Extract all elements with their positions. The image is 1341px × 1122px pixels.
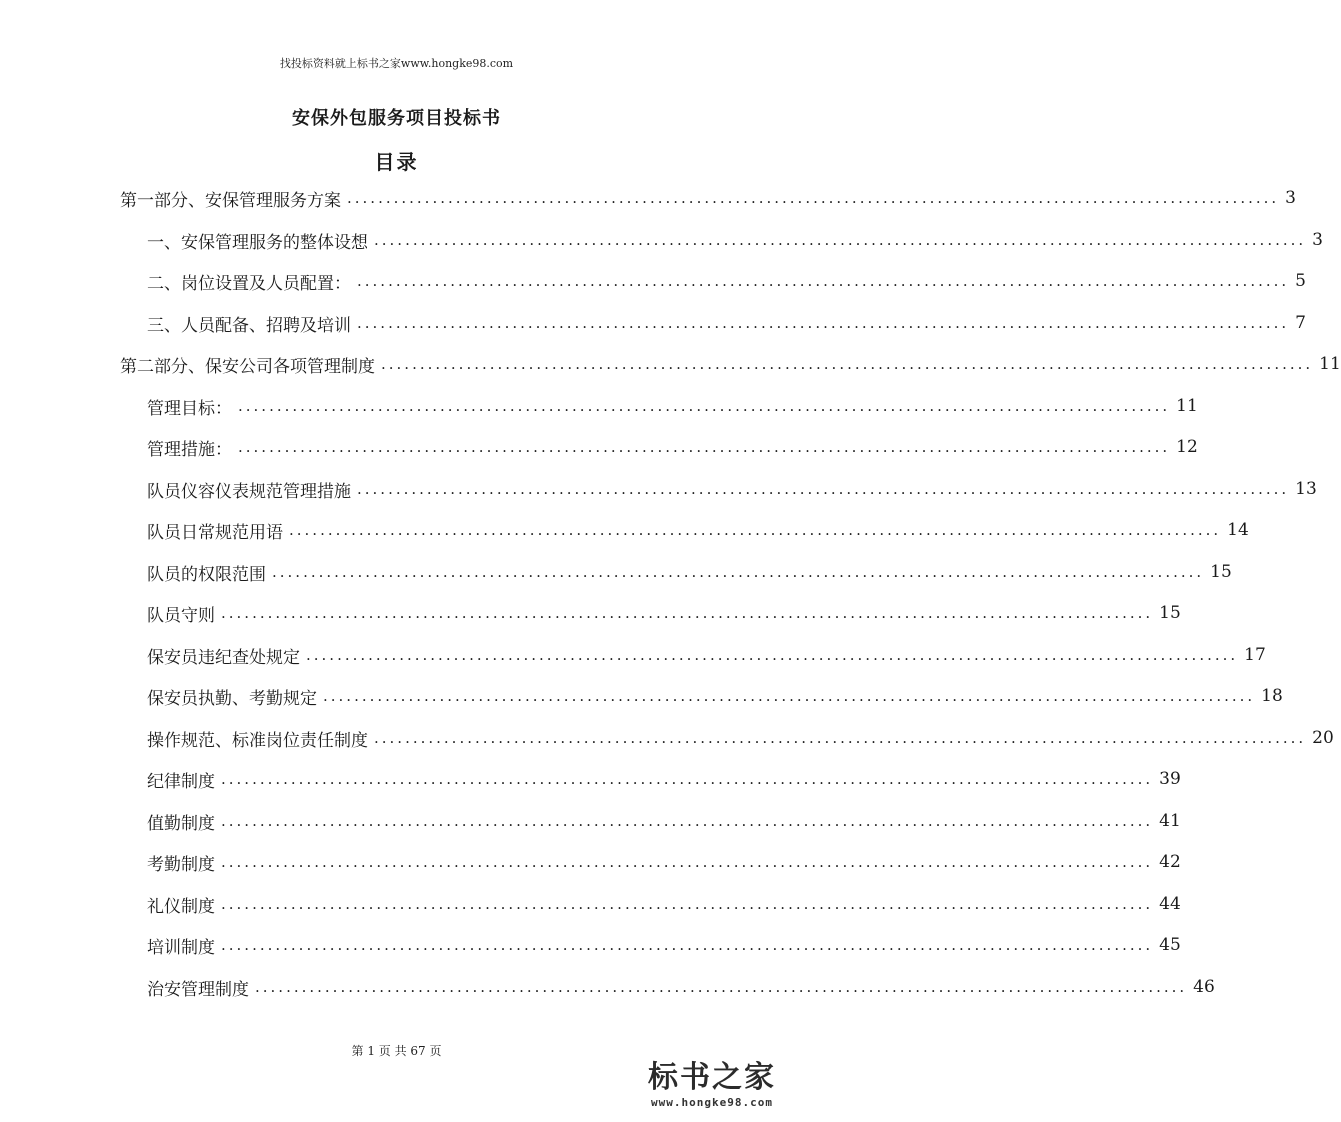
toc-entry-label: 值勤制度 — [147, 813, 215, 834]
toc-entry[interactable] — [147, 224, 1323, 256]
toc-entry-page: 14 — [1227, 520, 1249, 540]
toc-dot-leader: ........................................................................................................................ — [221, 604, 1154, 622]
toc-entry-label: 管理目标： — [147, 398, 232, 419]
toc-dot-leader: ........................................................................................................................ — [347, 189, 1280, 207]
toc-entry-label: 治安管理制度 — [147, 979, 249, 1000]
toc-entry-label: 一、安保管理服务的整体设想 — [147, 232, 368, 253]
toc-entry-page: 44 — [1159, 894, 1181, 914]
toc-entry-label: 培训制度 — [147, 937, 215, 958]
brand-logo: 标书之家 — [648, 1060, 776, 1095]
toc-entry-page: 41 — [1159, 811, 1181, 831]
toc-entry[interactable] — [147, 846, 1181, 878]
document-title: 安保外包服务项目投标书 — [292, 108, 501, 129]
toc-entry-label: 操作规范、标准岗位责任制度 — [147, 730, 368, 751]
toc-entry[interactable] — [147, 888, 1181, 920]
toc-entry-page: 15 — [1159, 603, 1181, 623]
toc-entry-label: 队员守则 — [147, 605, 215, 626]
toc-entry-label: 第一部分、安保管理服务方案 — [120, 190, 341, 211]
toc-dot-leader: ........................................................................................................................ — [357, 272, 1290, 290]
toc-entry-page: 13 — [1295, 479, 1317, 499]
toc-entry[interactable] — [147, 722, 1334, 754]
toc-entry-label: 队员的权限范围 — [147, 564, 266, 585]
toc-entry-label: 保安员执勤、考勤规定 — [147, 688, 317, 709]
toc-dot-leader: ........................................................................................................................ — [221, 770, 1154, 788]
toc-dot-leader: ........................................................................................................................ — [381, 355, 1314, 373]
toc-entry-label: 礼仪制度 — [147, 896, 215, 917]
toc-dot-leader: ........................................................................................................................ — [221, 895, 1154, 913]
toc-dot-leader: ........................................................................................................................ — [289, 521, 1222, 539]
toc-dot-leader: ........................................................................................................................ — [357, 314, 1290, 332]
toc-entry-page: 3 — [1312, 230, 1323, 250]
toc-entry-page: 7 — [1295, 313, 1306, 333]
toc-dot-leader: ........................................................................................................................ — [374, 729, 1307, 747]
toc-dot-leader: ........................................................................................................................ — [238, 438, 1171, 456]
toc-entry[interactable] — [147, 929, 1181, 961]
toc-entry[interactable] — [147, 265, 1306, 297]
toc-entry[interactable] — [147, 514, 1249, 546]
toc-entry-label: 队员日常规范用语 — [147, 522, 283, 543]
toc-dot-leader: ........................................................................................................................ — [255, 978, 1188, 996]
toc-entry-page: 12 — [1176, 437, 1198, 457]
toc-entry-page: 45 — [1159, 935, 1181, 955]
toc-dot-leader: ........................................................................................................................ — [357, 480, 1290, 498]
toc-entry-page: 5 — [1295, 271, 1306, 291]
toc-dot-leader: ........................................................................................................................ — [221, 936, 1154, 954]
toc-dot-leader: ........................................................................................................................ — [374, 231, 1307, 249]
toc-entry-page: 11 — [1319, 354, 1341, 374]
toc-entry-page: 15 — [1210, 562, 1232, 582]
toc-entry[interactable] — [147, 680, 1283, 712]
toc-dot-leader: ........................................................................................................................ — [221, 853, 1154, 871]
toc-entry[interactable] — [120, 182, 1296, 214]
toc-entry[interactable] — [147, 390, 1198, 422]
toc-entry-label: 二、岗位设置及人员配置： — [147, 273, 351, 294]
toc-entry-page: 20 — [1312, 728, 1334, 748]
toc-entry[interactable] — [120, 348, 1341, 380]
toc-entry[interactable] — [147, 763, 1181, 795]
toc-entry-page: 11 — [1176, 396, 1198, 416]
page-footer: 第 1 页 共 67 页 — [351, 1044, 442, 1058]
toc-entry-label: 管理措施： — [147, 439, 232, 460]
toc-entry-page: 18 — [1261, 686, 1283, 706]
toc-entry-page: 17 — [1244, 645, 1266, 665]
toc-dot-leader: ........................................................................................................................ — [221, 812, 1154, 830]
toc-entry-page: 46 — [1193, 977, 1215, 997]
toc-entry-label: 考勤制度 — [147, 854, 215, 875]
page-header: 找投标资料就上标书之家www.hongke98.com — [279, 57, 514, 70]
toc-entry[interactable] — [147, 639, 1266, 671]
toc-entry-label: 纪律制度 — [147, 771, 215, 792]
toc-dot-leader: ........................................................................................................................ — [272, 563, 1205, 581]
toc-entry[interactable] — [147, 556, 1232, 588]
toc-entry[interactable] — [147, 473, 1317, 505]
toc-heading: 目录 — [374, 150, 419, 174]
toc-entry[interactable] — [147, 805, 1181, 837]
toc-entry-label: 三、人员配备、招聘及培训 — [147, 315, 351, 336]
toc-entry-label: 队员仪容仪表规范管理措施 — [147, 481, 351, 502]
toc-entry[interactable] — [147, 597, 1181, 629]
brand-url: www.hongke98.com — [651, 1096, 773, 1109]
toc-dot-leader: ........................................................................................................................ — [238, 397, 1171, 415]
toc-entry-label: 保安员违纪查处规定 — [147, 647, 300, 668]
toc-entry-label: 第二部分、保安公司各项管理制度 — [120, 356, 375, 377]
brand-watermark — [636, 1060, 788, 1116]
toc-entry-page: 42 — [1159, 852, 1181, 872]
toc-entry-page: 39 — [1159, 769, 1181, 789]
toc-entry[interactable] — [147, 971, 1215, 1003]
toc-dot-leader: ........................................................................................................................ — [306, 646, 1239, 664]
toc-entry[interactable] — [147, 431, 1198, 463]
toc-entry[interactable] — [147, 307, 1306, 339]
toc-dot-leader: ........................................................................................................................ — [323, 687, 1256, 705]
toc-entry-page: 3 — [1285, 188, 1296, 208]
